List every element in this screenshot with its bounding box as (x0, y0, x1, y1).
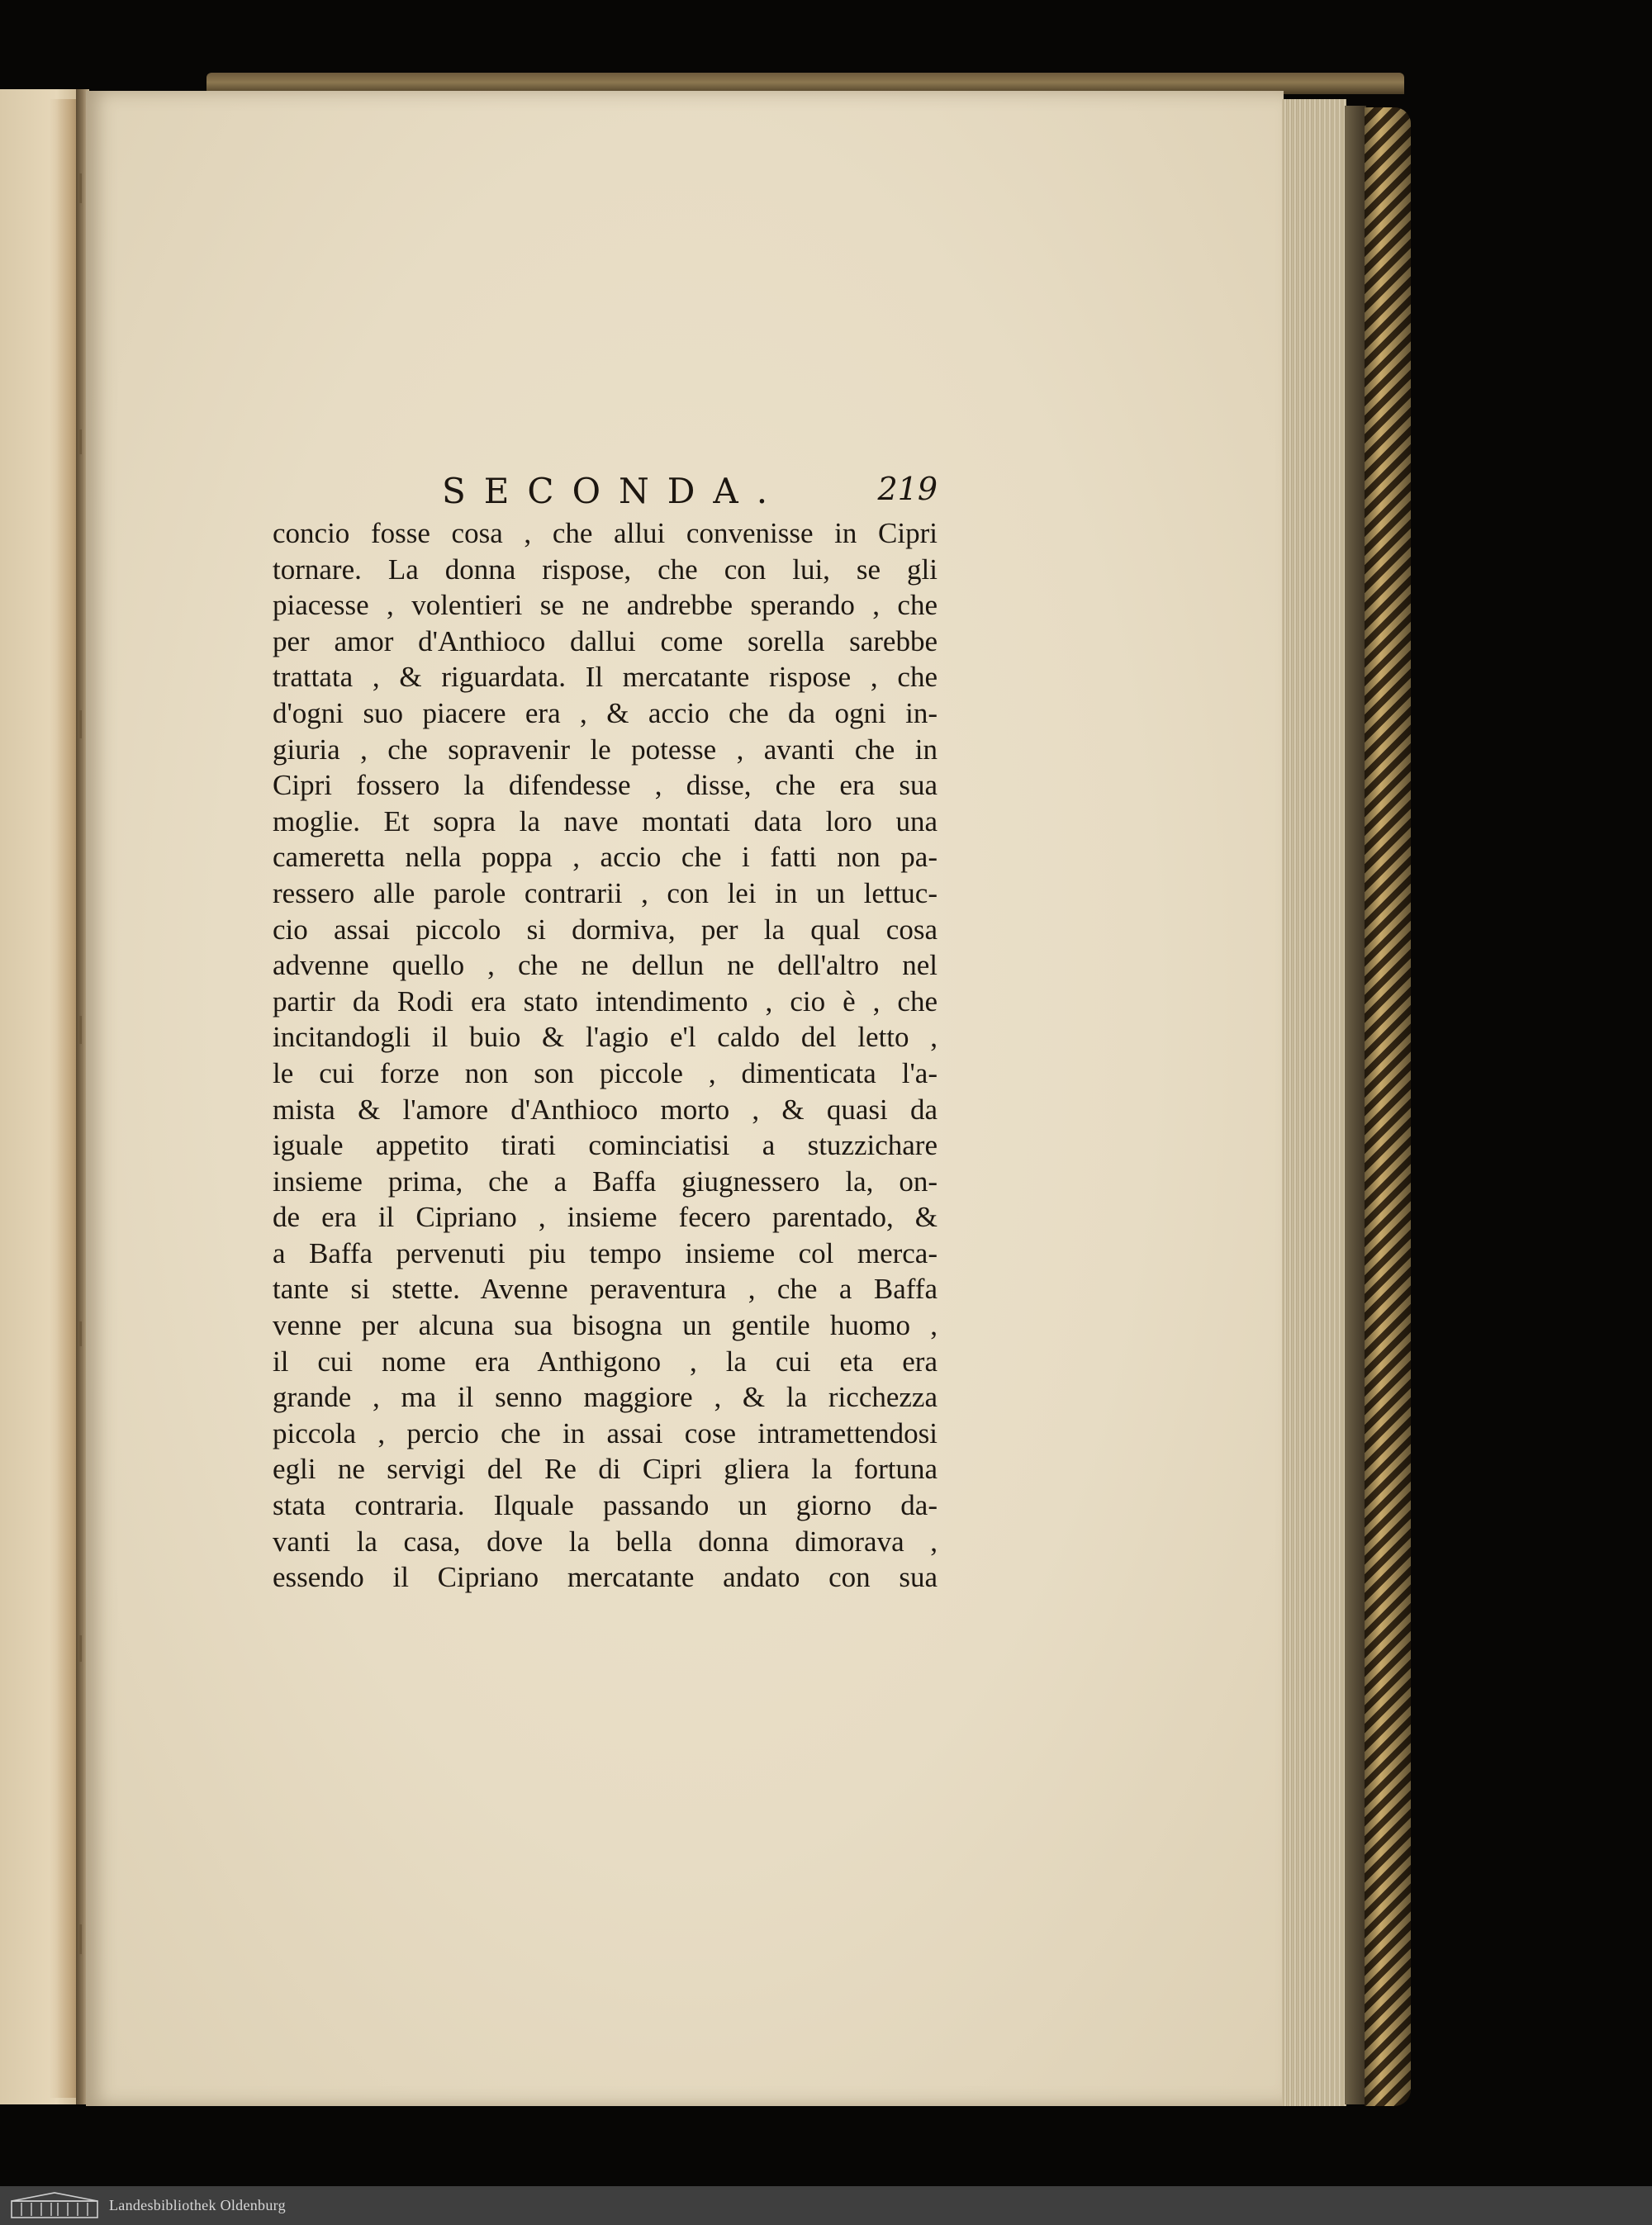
text-line: ressero alle parole contrarii , con lei in un lettuc- (273, 876, 938, 909)
text-block (273, 463, 938, 1596)
text-line: trattata , & riguardata. Il mercatante rispose , che (273, 661, 938, 694)
library-building-icon (10, 2191, 99, 2219)
page-number: 219 (877, 471, 938, 507)
text-line: tante si stette. Avenne peraventura , che a Baffa (273, 1273, 938, 1306)
text-line: concio fosse cosa , che allui convenisse in Cipri (273, 517, 938, 549)
library-name: Landesbibliothek Oldenburg (109, 2197, 286, 2213)
text-line: le cui forze non son piccole , dimenticata l'a- (273, 1056, 938, 1089)
text-line: per amor d'Anthioco dallui come sorella sarebbe (273, 624, 938, 657)
text-line: cameretta nella poppa , accio che i fatti non pa- (273, 841, 938, 874)
stitch (79, 429, 82, 454)
text-line: venne per alcuna sua bisogna un gentile huomo , (273, 1309, 938, 1342)
text-line: piccola , percio che in assai cose intramettendosi (273, 1416, 938, 1449)
text-line: egli ne servigi del Re di Cipri gliera la fortuna (273, 1453, 938, 1486)
text-line: insieme prima, che a Baffa giugnessero la, on- (273, 1165, 938, 1198)
text-line: de era il Cipriano , insieme fecero parentado, & (273, 1201, 938, 1234)
stitch (79, 1016, 82, 1044)
stitch (79, 1924, 82, 1954)
text-line: partir da Rodi era stato intendimento , cio è , che (273, 984, 938, 1018)
text-line: essendo il Cipriano mercatante andato con sua (273, 1561, 938, 1594)
text-line: iguale appetito tirati cominciatisi a stuzzichare (273, 1129, 938, 1162)
running-head-title: SECONDA. (442, 471, 786, 511)
body-text (273, 515, 938, 1596)
page-fore-edge (1282, 99, 1346, 2106)
text-line: stata contraria. Ilquale passando un giorno da- (273, 1489, 938, 1522)
text-line: piacesse , volentieri se ne andrebbe sperando , che (273, 589, 938, 622)
stitch (79, 1321, 82, 1346)
text-line: moglie. Et sopra la nave montati data loro una (273, 804, 938, 837)
running-head (273, 463, 938, 512)
text-line: giuria , che sopravenir le potesse , avanti che in (273, 733, 938, 766)
text-line: mista & l'amore d'Anthioco morto , & quasi da (273, 1093, 938, 1126)
text-line: incitandogli il buio & l'agio e'l caldo del letto , (273, 1021, 938, 1054)
text-line: cio assai piccolo si dormiva, per la qual cosa (273, 913, 938, 946)
text-line: vanti la casa, dove la bella donna dimorava , (273, 1525, 938, 1558)
text-line: Cipri fossero la difendesse , disse, che era sua (273, 769, 938, 802)
fore-edge-shadow (1345, 106, 1366, 2104)
text-line: a Baffa pervenuti piu tempo insieme col merca- (273, 1236, 938, 1269)
text-line: grande , ma il senno maggiore , & la ricchezza (273, 1381, 938, 1414)
decorated-cover-edge (1365, 107, 1411, 2106)
text-line: il cui nome era Anthigono , la cui eta era (273, 1345, 938, 1378)
stitch (79, 710, 82, 738)
text-line: advenne quello , che ne dellun ne dell'altro nel (273, 949, 938, 982)
stitch (79, 1635, 82, 1662)
text-line: d'ogni suo piacere era , & accio che da ogni in- (273, 696, 938, 729)
footer-bar (0, 2186, 1652, 2225)
stitch (79, 173, 82, 203)
text-line: tornare. La donna risposе, che con lui, se gli (273, 553, 938, 586)
